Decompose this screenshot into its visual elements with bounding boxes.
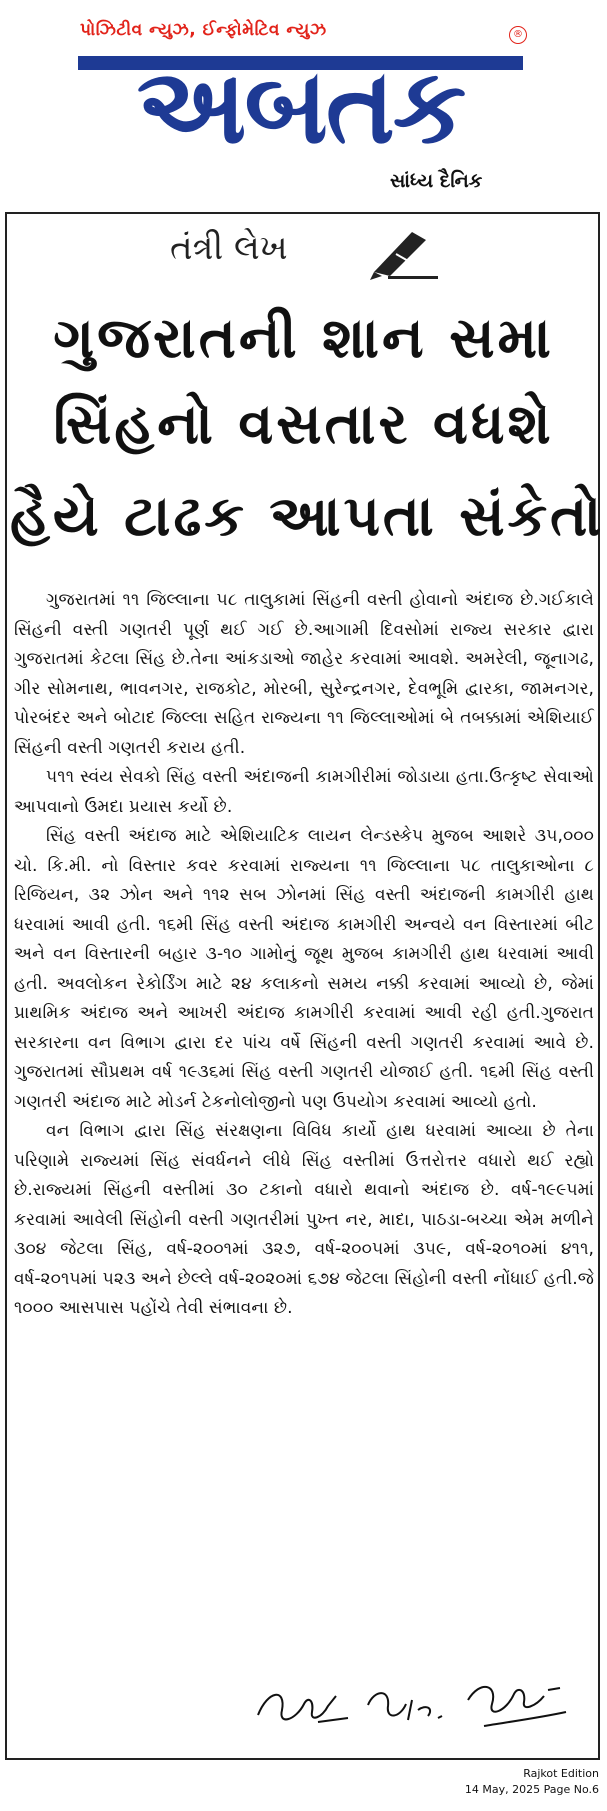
edition-name: Rajkot Edition <box>523 1767 599 1780</box>
edition-date-page: 14 May, 2025 Page No.6 <box>464 1783 599 1796</box>
edition-info <box>465 1766 599 1798</box>
paragraph-2: ૫૧૧ સ્વંય સેવકો સિંહ વસ્તી અંદાજની કામગીરીમાં જોડાયા હતા.ઉત્કૃષ્ટ સેવાઓ આપવાનો ઉમદા પ્રયાસ કર્યો છે. <box>14 767 594 817</box>
newspaper-logo <box>78 45 523 176</box>
article-body <box>14 586 594 1324</box>
headline-line-3: હૈયે ટાઢક આપતા સંકેતો <box>10 484 605 549</box>
headline-line-1: ગુજરાતની શાન સમા <box>53 306 554 371</box>
paragraph-3: સિંહ વસ્તી અંદાજ માટે એશિયાટિક લાયન લેન્ડસ્કેપ મુજબ આશરે ૩૫,૦૦૦ ચો. કિ.મી. નો વિસ્તાર કવર કરવામાં રાજ્યના ૧૧ જિલ્લાના ૫૮ તાલુકાઓના ૮ રિજિયન, ૩૨ ઝોન અને ૧૧૨ સબ ઝોનમાં સિંહ વસ્તી અંદાજની કામગીરી હાથ ધરવામાં આવી હતી. ૧૬મી સિંહ વસ્તી અંદાજ કામગીરી અન્વયે વન વિસ્તારમાં બીટ અને વન વિસ્તારની બહાર ૩-૧૦ ગામોનું જૂથ મુજબ કામગીરી હાથ ધરવામાં આવી હતી. અવલોકન રેકોર્ડિંગ માટે ૨૪ કલાકનો સમય નક્કી કરવામાં આવ્યો છે, જેમાં પ્રાથમિક અંદાજ અને આખરી અંદાજ કામગીરી કરવામાં આવી રહી હતી.ગુજરાત સરકારના વન વિભાગ દ્વારા દર પાંચ વર્ષે સિંહની વસ્તી ગણતરી કરવામાં આવે છે. ગુજરાતમાં સૌપ્રથમ વર્ષ ૧૯૩૬માં સિંહ વસ્તી ગણતરી યોજાઈ હતી. ૧૬મી સિંહ વસ્તી ગણતરી અંદાજ માટે મોડર્ન ટેકનોલોજીનો પણ ઉપયોગ કરવામાં આવ્યો હતો. <box>14 826 594 1112</box>
section-label: તંત્રી લેખ <box>170 228 288 268</box>
masthead-subtitle: સાંધ્ય દૈનિક <box>390 170 483 192</box>
logo-text: અબતક <box>136 45 465 167</box>
masthead <box>0 0 607 212</box>
registered-mark: ® <box>509 26 527 44</box>
paragraph-1: ગુજરાતમાં ૧૧ જિલ્લાના ૫૮ તાલુકામાં સિંહની વસ્તી હોવાનો અંદાજ છે.ગઈકાલે સિંહની વસ્તી ગણતરી પૂર્ણ થઈ ગઈ છે.આગામી દિવસોમાં રાજ્ય સરકાર દ્વારા ગુજરાતમાં કેટલા સિંહ છે.તેના આંકડાઓ જાહેર કરવામાં આવશે. અમરેલી, જૂનાગઢ, ગીર સોમનાથ, ભાવનગર, રાજકોટ, મોરબી, સુરેન્દ્રનગર, દેવભૂમિ દ્વારકા, જામનગર, પોરબંદર અને બોટાદ જિલ્લા સહિત રાજ્યના ૧૧ જિલ્લાઓમાં બે તબક્કામાં એશિયાઈ સિંહની વસ્તી ગણતરી કરાય હતી. <box>14 590 594 758</box>
paragraph-4: વન વિભાગ દ્વારા સિંહ સંરક્ષણના વિવિધ કાર્યો હાથ ધરવામાં આવ્યા છે તેના પરિણામે રાજ્યમાં સિંહ સંવર્ધનને લીધે સિંહ વસ્તીમાં ઉત્તરોત્તર વધારો થઈ રહ્યો છે.રાજ્યમાં સિંહની વસ્તીમાં ૩૦ ટકાનો વધારો થવાનો અંદાજ છે. વર્ષ-૧૯૯૫માં કરવામાં આવેલી સિંહોની વસ્તી ગણતરીમાં પુખ્ત નર, માદા, પાઠડા-બચ્ચા એમ મળીને ૩૦૪ જેટલા સિંહ, વર્ષ-૨૦૦૧માં ૩૨૭, વર્ષ-૨૦૦૫માં ૩૫૯, વર્ષ-૨૦૧૦માં ૪૧૧, વર્ષ-૨૦૧૫માં ૫૨૩ અને છેલ્લે વર્ષ-૨૦૨૦માં ૬૭૪ જેટલા સિંહોની વસ્તી નોંધાઈ હતી.જે ૧૦૦૦ આસપાસ પહોંચે તેવી સંભાવના છે. <box>14 1121 594 1318</box>
editor-signature <box>248 1660 588 1750</box>
headline-line-2: સિંહનો વસતાર વધશે <box>53 392 554 457</box>
pen-icon <box>366 226 441 281</box>
masthead-tagline: પોઝિટીવ ન્યુઝ, ઈન્ફોમેટિવ ન્યુઝ <box>80 20 327 40</box>
